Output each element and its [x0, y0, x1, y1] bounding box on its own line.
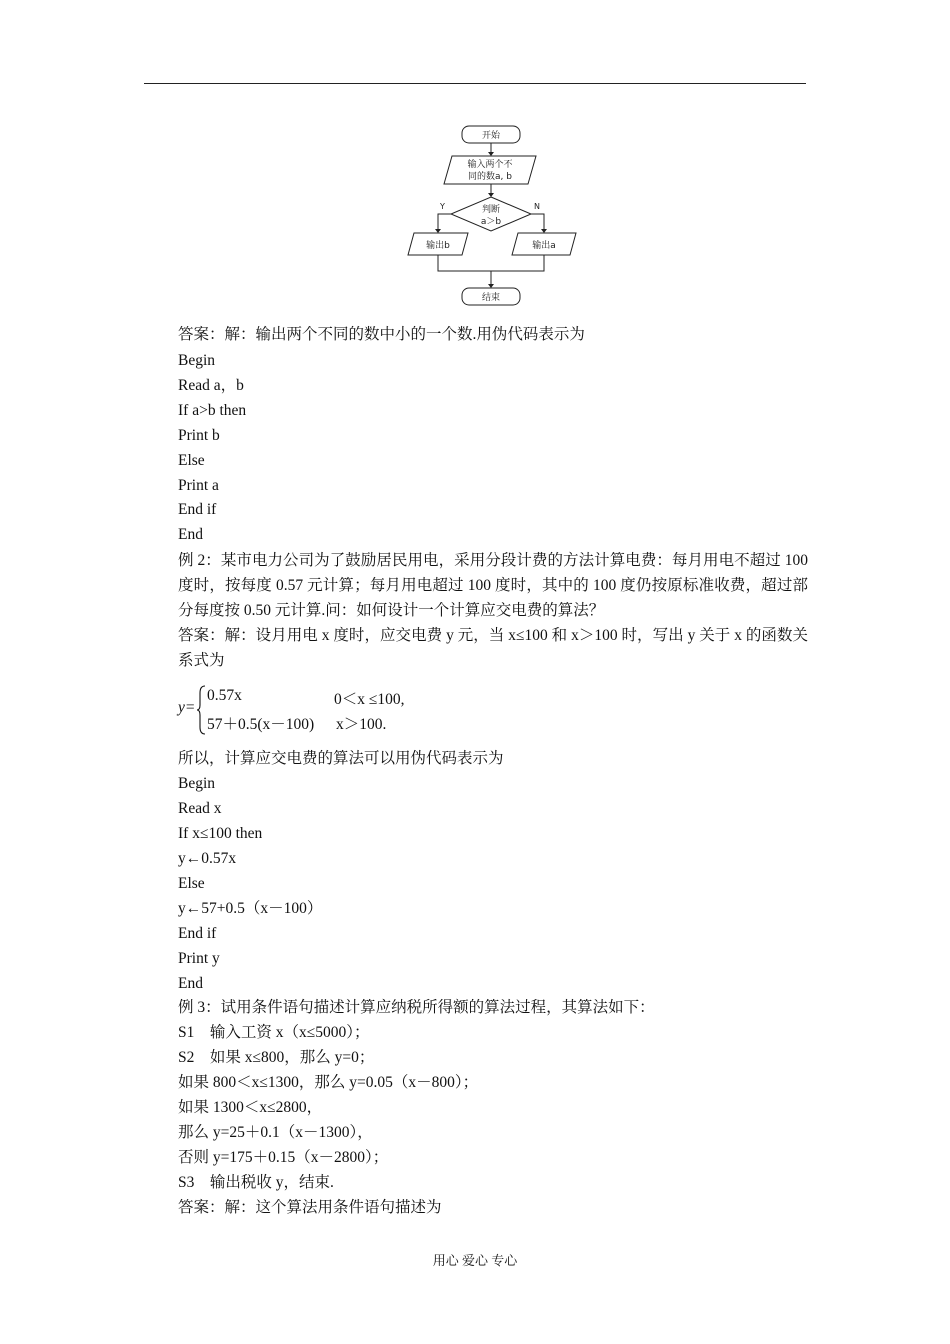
flow-decision-label-1: 判断 [481, 205, 501, 215]
example3-line: 如果 800＜x≤1300，那么 y=0.05（x－800）； [178, 1074, 479, 1091]
code-line: Read x [178, 800, 222, 817]
example3-line: S3 输出税收 y，结束. [178, 1174, 334, 1191]
code-line: Else [178, 452, 205, 469]
flow-start-label: 开始 [481, 131, 501, 141]
example3-line: 否则 y=175＋0.15（x－2800）； [178, 1149, 389, 1166]
code-line: Begin [178, 775, 216, 792]
example3-line: 那么 y=25＋0.1（x－1300）， [178, 1124, 373, 1141]
example3-line: S1 输入工资 x（x≤5000）； [178, 1024, 370, 1041]
func-brace [197, 685, 207, 735]
code-line: End if [178, 925, 217, 942]
flow-yes-label: Y [440, 202, 445, 211]
func-case2-expr: 57＋0.5(x－100) [207, 716, 315, 733]
code-line: Print y [178, 950, 220, 967]
example3-title: 例 3：试用条件语句描述计算应纳税所得额的算法过程，其算法如下： [178, 999, 655, 1016]
func-lhs: y= [178, 699, 196, 716]
piecewise-function [178, 683, 478, 739]
flow-decision-label-2: a＞b [480, 217, 502, 227]
example2-intro2: 所以，计算应交电费的算法可以用伪代码表示为 [178, 750, 504, 767]
example3-line: 答案：解：这个算法用条件语句描述为 [178, 1199, 442, 1216]
example3-line: S2 如果 x≤800，那么 y=0； [178, 1049, 375, 1066]
code-line: If x≤100 then [178, 825, 263, 842]
func-case1-cond: 0＜x ≤100, [334, 691, 405, 708]
example2-answer [144, 623, 808, 673]
flowchart [400, 118, 580, 315]
code-line: Else [178, 875, 205, 892]
code-line: End if [178, 501, 217, 518]
flow-input-label-1: 输入两个不 [467, 160, 513, 170]
code-line: Print b [178, 427, 220, 444]
header-rule [144, 83, 806, 84]
code-line: End [178, 526, 203, 543]
code-line: Print a [178, 477, 219, 494]
flow-input-label-2: 同的数a, b [468, 172, 512, 182]
code-line: y←57+0.5（x－100） [178, 900, 323, 917]
example3-line: 如果 1300＜x≤2800， [178, 1099, 323, 1116]
func-case1-expr: 0.57x [207, 687, 242, 704]
example2-answer-paragraph: 答案：解：设月用电 x 度时，应交电费 y 元，当 x≤100 和 x＞100 时，写出 y 关于 x 的函数关系式为 [178, 627, 808, 669]
code-line: Read a，b [178, 377, 244, 394]
example2-text [144, 548, 808, 623]
arrow-head [541, 229, 547, 233]
page-footer: 用心 爱心 专心 [432, 1253, 518, 1268]
arrow-head [488, 284, 494, 288]
arrow-head [488, 152, 494, 156]
code-line: y←0.57x [178, 850, 237, 867]
flow-no-label: N [534, 202, 540, 211]
answer1-intro: 答案：解：输出两个不同的数中小的一个数.用伪代码表示为 [178, 326, 585, 343]
arrow-head [488, 193, 494, 197]
code-line: If a>b then [178, 402, 247, 419]
code-line: Begin [178, 352, 216, 369]
code-line: End [178, 975, 203, 992]
flow-output-left-label: 输出b [426, 241, 450, 251]
arrow-head [435, 229, 441, 233]
example2-paragraph: 例 2：某市电力公司为了鼓励居民用电，采用分段计费的方法计算电费：每月用电不超过 100 度时，按每度 0.57 元计算；每月用电超过 100 度时，其中的 100 度仍按原标准收费，超过部分每度按 0.50 元计算.问：如何设计一个计算应交电费的算法？ [178, 552, 808, 619]
func-case2-cond: x＞100. [336, 716, 387, 733]
flow-output-right-label: 输出a [532, 241, 556, 251]
flow-end-label: 结束 [481, 293, 501, 303]
